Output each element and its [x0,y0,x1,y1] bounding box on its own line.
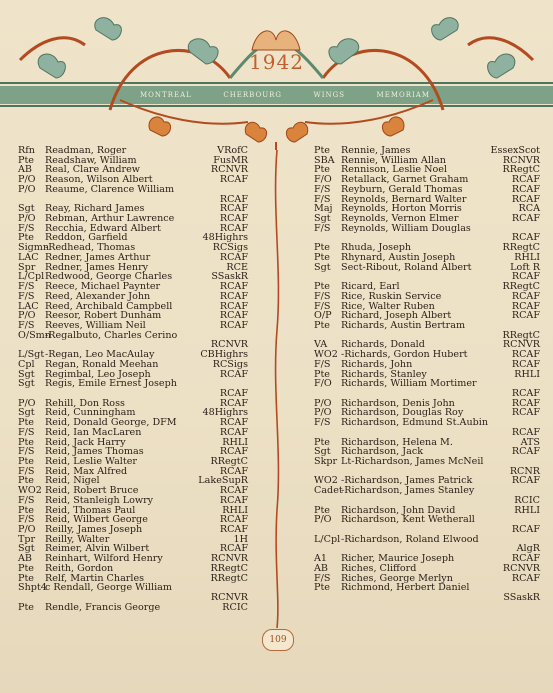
unit-label: RCAF [511,426,540,438]
person-name: -Richardson, James Stanley [341,485,475,497]
rank-label: WO2 [314,475,338,487]
rank-label: Sigmn [18,242,50,254]
rank-label: Cadet [314,485,343,497]
rank-label: Skpr [314,456,338,467]
unit-label: RCNR [509,465,540,477]
unit-label: RCAF [511,213,540,225]
person-name: Reddon, Garfield [45,232,128,244]
unit-label: Loft R [510,261,540,273]
unit-label: RCAF [511,387,540,399]
rank-label: L/Cpl [314,533,341,545]
unit-label: 48Highrs [202,232,248,244]
unit-label: RHLI [222,504,248,516]
rank-label: Sgt [18,378,35,390]
person-name: Reid, Wilbert George [45,514,148,526]
person-name: Regan, Ronald Meehan [45,358,159,370]
rank-label: WO2 [314,349,338,361]
rank-label: Pte [18,504,34,516]
unit-label: RCNVR [210,164,248,176]
rank-label: Pte [18,562,34,574]
rank-label: Rfn [18,145,35,156]
person-name: Regimbal, Leo Joseph [45,368,151,380]
person-name: Riches, Clifford [341,562,417,574]
person-name: Richard, Joseph Albert [341,310,452,322]
rank-label: SBA [314,154,335,166]
unit-label: RCAF [219,290,248,302]
rank-label: Cpl [18,358,35,370]
roll-entry [314,379,540,389]
unit-label: RCAF [511,290,540,302]
rank-label: Tpr [18,533,36,545]
person-name: Richardson, John David [341,504,456,516]
floral-banner [0,0,553,150]
rank-label: F/S [314,358,331,370]
person-name: Relf, Martin Charles [45,572,145,584]
unit-label: RCAF [219,319,248,331]
person-name: Rehill, Don Ross [45,397,125,409]
unit-label: RCSigs [212,242,248,254]
unit-label: RCAF [219,251,248,263]
roll-entry [314,515,540,525]
rank-label: L/Cpl [18,271,45,283]
person-name: Reid, Thomas Paul [45,504,136,516]
unit-label: RCAF [219,368,248,380]
rank-label: F/S [314,300,331,312]
unit-label: RCNVR [210,553,248,565]
person-name: Reid, Donald George, DFM [45,417,177,429]
person-name: Reid, Max Alfred [45,465,128,477]
unit-label: RCAF [511,183,540,195]
rank-label: Pte [314,242,330,254]
person-name: Retallack, Garnet Graham [341,174,469,186]
rank-label: Pte [314,582,330,594]
person-name: Rennie, William Allan [341,154,446,166]
unit-label: RCAF [219,222,248,234]
person-name: Reimer, Alvin Wilbert [45,543,150,555]
rank-label: WO2 [18,485,42,497]
rank-label: O/P [314,310,332,322]
unit-label: RCAF [511,193,540,205]
unit-label: RRegtC [502,281,540,293]
unit-label: ATS [520,436,540,448]
rank-label: Sgt [314,261,331,273]
rank-label: P/O [18,183,36,195]
person-name: Reeves, William Neil [45,319,146,331]
person-name: -Regan, Leo MacAulay [45,349,155,361]
person-name: Redner, James Arthur [45,251,151,263]
rank-label: Spr [18,261,36,273]
rank-label: AB [314,562,328,574]
person-name: Rhuda, Joseph [341,242,412,254]
rank-label: P/O [18,213,36,225]
unit-label: RCAF [219,387,248,399]
rank-label: F/S [314,183,331,195]
rank-label: A1 [314,553,328,565]
unit-label: AlgR [516,543,540,555]
unit-label: RCAF [219,446,248,458]
rank-label: Maj [314,203,333,215]
unit-label: RCAF [511,174,540,186]
unit-label: RCAF [219,193,248,205]
person-name: Reid, Robert Bruce [45,485,139,497]
rank-label: Sgt [18,203,35,215]
rank-label: O/Smn [18,329,51,341]
person-name: Richardson, Kent Wetherall [341,514,475,526]
unit-label: RCAF [219,300,248,312]
rank-label: F/O [314,378,332,390]
rank-label: Pte [314,145,330,156]
ribbon-word: MONTREAL [140,91,192,99]
person-name: Richardson, Edmund St.Aubin [341,417,489,429]
rank-label: Pte [314,281,330,293]
rank-label: F/S [18,290,35,302]
person-name: Rendle, Francis George [45,601,161,613]
person-name: Rennie, James [341,145,411,156]
person-name: Richmond, Herbert Daniel [341,582,470,594]
person-name: Richardson, Denis John [341,397,455,409]
unit-label: RCNVR [502,339,540,351]
unit-label: RCAF [511,300,540,312]
rank-label: Pte [18,232,34,244]
person-name: -Richardson, James Patrick [341,475,473,487]
unit-label: RHLI [514,251,540,263]
unit-label: RHLI [514,368,540,380]
person-name: Lt-Richardson, James McNeil [341,456,484,467]
roll-entry [18,379,248,389]
person-name: Reyburn, Gerald Thomas [341,183,463,195]
rank-label: F/S [314,417,331,429]
person-name: Reed, Alexander John [45,290,151,302]
rank-label: Pte [18,572,34,584]
unit-label: RCNVR [210,339,248,351]
rank-label: Pte [314,368,330,380]
person-name: Richardson, Douglas Roy [341,407,464,419]
unit-label: RCAF [219,514,248,526]
rank-label: F/S [314,572,331,584]
person-name: Reid, Nigel [45,475,100,487]
person-name: Reid, Leslie Walter [45,456,137,467]
person-name: -Richards, Gordon Hubert [341,349,468,361]
person-name: Reason, Wilson Albert [45,174,153,186]
roll-entry [314,486,540,496]
unit-label: 48Highrs [202,407,248,419]
unit-label: RCAF [511,407,540,419]
unit-label: RCIC [222,601,248,613]
person-name: Reay, Richard James [45,203,145,215]
year-heading: 1942 [249,50,304,74]
ribbon-inscription [140,91,430,99]
unit-label: RCAF [511,271,540,283]
rank-label: P/O [314,397,332,409]
unit-label: RCAF [511,475,540,487]
person-name: Reynolds, Bernard Walter [341,193,467,205]
rank-label: Sgt [18,368,35,380]
person-name: Richards, John [341,358,413,370]
rank-label: F/S [18,426,35,438]
person-name: Rebman, Arthur Lawrence [45,213,175,225]
person-name: -Redhead, Thomas [45,242,136,254]
rank-label: F/O [314,174,332,186]
right-roll-column [314,146,540,603]
unit-label: RCAF [219,203,248,215]
unit-label: RCAF [511,397,540,409]
rank-label: P/O [314,514,332,526]
person-name: Readman, Roger [45,145,127,156]
rank-label: Sgt [18,407,35,419]
unit-label: LakeSupR [198,475,248,487]
rank-label: L/Sgt [18,349,45,361]
ribbon-word: CHERBOURG [223,91,282,99]
person-name: Rhynard, Austin Joseph [341,251,456,263]
rank-label: Pte [18,154,34,166]
rank-label: P/O [18,310,36,322]
unit-label: CBHighrs [200,349,248,361]
unit-label: RCNVR [502,154,540,166]
rank-label: Pte [18,417,34,429]
rank-label: Pte [18,601,34,613]
person-name: Reed, Archibald Campbell [45,300,173,312]
person-name: Riches, George Merlyn [341,572,453,584]
rank-label: Sgt [18,543,35,555]
person-name: Redwood, George Charles [45,271,173,283]
rank-label: Sgt [314,446,331,458]
person-name: Reaume, Clarence William [45,183,175,195]
person-name: Richardson, Jack [341,446,424,458]
rank-label: VA [314,339,328,351]
person-name: Regis, Emile Ernest Joseph [45,378,177,390]
person-name: Reilly, Walter [45,533,110,545]
rank-label: P/O [18,174,36,186]
person-name: Richards, Austin Bertram [341,319,466,331]
person-name: Ricard, Earl [341,281,400,293]
unit-label: RRegtC [210,562,248,574]
rank-label: Pte [18,475,34,487]
left-roll-column [18,146,248,613]
unit-label: RCAF [219,397,248,409]
person-name: Real, Clare Andrew [45,164,140,176]
rank-label: F/S [18,281,35,293]
person-name: Richards, Donald [341,339,425,351]
unit-label: RCIC [514,494,540,506]
unit-label: RCSigs [212,358,248,370]
person-name: Richardson, Helena M. [341,436,453,448]
rank-label: AB [18,164,32,176]
unit-label: RCAF [219,213,248,225]
roll-entry [18,185,248,195]
unit-label: SSaskR [211,271,248,283]
roll-entry [314,224,540,234]
roll-entry [314,418,540,428]
ribbon-word: WINGS [313,91,345,99]
rank-label: F/S [18,465,35,477]
unit-label: VRofC [217,145,248,156]
unit-label: RCNVR [210,592,248,604]
rank-label: F/S [18,514,35,526]
unit-label: EssexScot [490,145,540,156]
person-name: Rennison, Leslie Noel [341,164,448,176]
divider-vine [262,150,292,630]
person-name: Reid, Ian MacLaren [45,426,142,438]
person-name: Richards, Stanley [341,368,427,380]
unit-label: RCAF [219,524,248,536]
rank-label: P/O [18,524,36,536]
rank-label: AB [18,553,32,565]
rank-label: F/S [18,222,35,234]
roll-entry [314,457,540,467]
person-name: Rice, Walter Ruben [341,300,435,312]
unit-label: RRegtC [502,329,540,341]
person-name: Reid, Stanleigh Lowry [45,494,154,506]
person-name: c Rendall, George William [45,582,172,594]
unit-label: FusMR [213,154,248,166]
unit-label: RHLI [514,504,540,516]
rank-label: Pte [314,251,330,263]
roll-entry [314,263,540,273]
unit-label: RCAF [511,553,540,565]
unit-label: RCAF [511,358,540,370]
unit-label: RCE [226,261,248,273]
ribbon-word: MEMORIAM [376,91,430,99]
roll-entry [314,593,540,603]
unit-label: RCAF [219,417,248,429]
person-name: Reilly, James Joseph [45,524,143,536]
rank-label: Pte [314,436,330,448]
person-name: -Richardson, Roland Elwood [341,533,479,545]
unit-label: RCAF [219,543,248,555]
unit-label: RCAF [511,524,540,536]
unit-label: RRegtC [210,456,248,467]
person-name: Reinhart, Wilford Henry [45,553,163,565]
person-name: Reynolds, William Douglas [341,222,471,234]
unit-label: RCAF [219,494,248,506]
person-name: Reid, James Thomas [45,446,144,458]
rank-label: Shpt4 [18,582,47,594]
unit-label: RCAF [511,572,540,584]
person-name: Reid, Cunningham [45,407,136,419]
rank-label: Pte [314,164,330,176]
person-name: Richards, William Mortimer [341,378,477,390]
unit-label: RCAF [511,232,540,244]
rank-label: F/S [18,446,35,458]
person-name: -Regalbuto, Charles Cerino [45,329,178,341]
unit-label: RCAF [219,281,248,293]
rank-label: P/O [18,397,36,409]
rank-label: LAC [18,251,39,263]
person-name: Reynolds, Horton Morris [341,203,462,215]
unit-label: RCA [518,203,540,215]
person-name: Reece, Michael Paynter [45,281,161,293]
rank-label: LAC [18,300,39,312]
roll-entry [314,535,540,545]
person-name: Sect-Ribout, Roland Albert [341,261,472,273]
unit-label: RRegtC [210,572,248,584]
unit-label: RRegtC [502,164,540,176]
person-name: Reesor, Robert Dunham [45,310,162,322]
person-name: Readshaw, William [45,154,137,166]
rank-label: F/S [18,319,35,331]
unit-label: RCAF [219,485,248,497]
rank-label: Pte [314,504,330,516]
unit-label: RCAF [219,310,248,322]
page-number: 109 [262,629,294,651]
unit-label: RRegtC [502,242,540,254]
unit-label: SSaskR [503,592,540,604]
roll-entry [18,603,248,613]
unit-label: RHLI [222,436,248,448]
rank-label: F/S [18,494,35,506]
rank-label: Pte [314,319,330,331]
person-name: Reynolds, Vernon Elmer [341,213,459,225]
unit-label: RCAF [219,465,248,477]
unit-label: RCAF [219,174,248,186]
unit-label: RCAF [511,446,540,458]
rank-label: P/O [314,407,332,419]
rank-label: Pte [18,456,34,467]
person-name: Redner, James Henry [45,261,149,273]
rank-label: Sgt [314,213,331,225]
unit-label: RCAF [219,426,248,438]
person-name: Rice, Ruskin Service [341,290,442,302]
unit-label: RCAF [511,310,540,322]
rank-label: F/S [314,290,331,302]
unit-label: RCNVR [502,562,540,574]
rank-label: Pte [18,436,34,448]
person-name: Recchia, Edward Albert [45,222,161,234]
person-name: Richer, Maurice Joseph [341,553,455,565]
person-name: Reid, Jack Harry [45,436,126,448]
rank-label: F/S [314,193,331,205]
rank-label: F/S [314,222,331,234]
unit-label: 1H [233,533,248,545]
unit-label: RCAF [511,349,540,361]
person-name: Reith, Gordon [45,562,114,574]
